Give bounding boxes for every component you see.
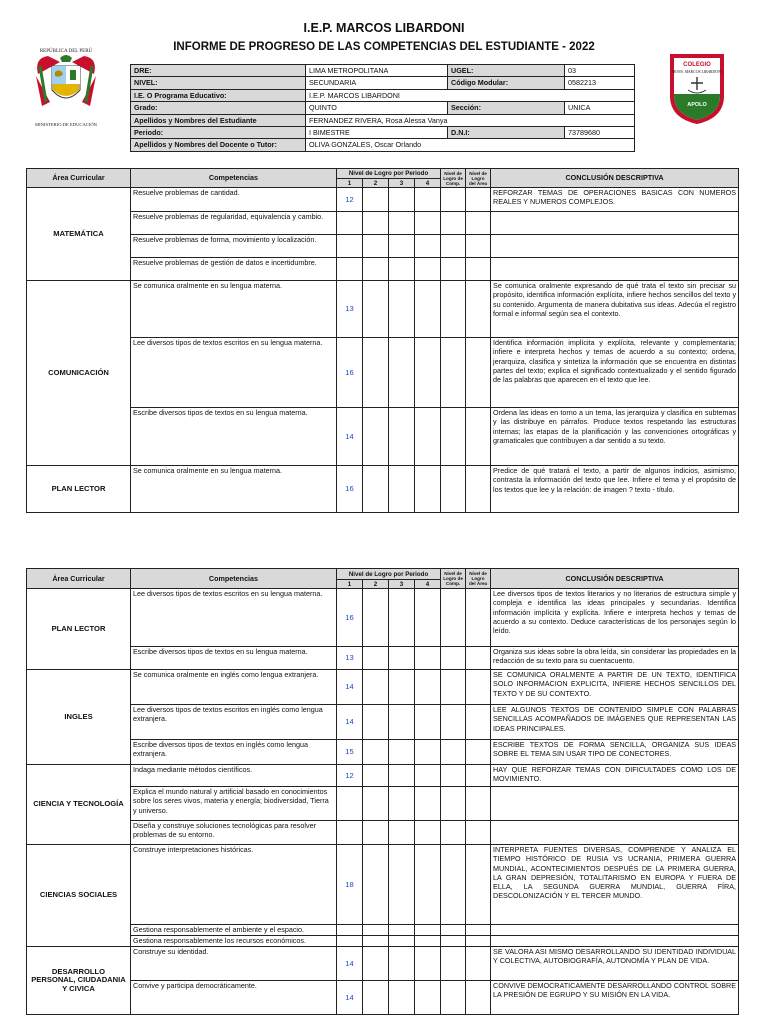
docente-value: OLIVA GONZALES, Oscar Orlando xyxy=(306,139,635,151)
table-row xyxy=(27,947,739,981)
student-info-table xyxy=(130,64,635,152)
dni-value: 73789680 xyxy=(565,126,635,138)
col-period-2: 2 xyxy=(363,580,389,589)
table-row xyxy=(27,281,739,338)
competencia: Se comunica oralmente en su lengua materna. xyxy=(131,281,337,338)
area-matematica: MATEMÁTICA xyxy=(27,188,131,281)
table-row xyxy=(27,925,739,936)
ugel-label: UGEL: xyxy=(448,65,565,77)
competencia: Resuelve problemas de gestión de datos e incertidumbre. xyxy=(131,258,337,281)
conclusion-text: ESCRIBE TEXTOS DE FORMA SENCILLA, ORGANIZA SUS IDEAS SOBRE EL TEMA SIN USAR TIPO DE CONECTORES. xyxy=(491,740,739,765)
dre-label: DRE: xyxy=(131,65,306,77)
competencia: Gestiona responsablemente el ambiente y el espacio. xyxy=(131,925,337,936)
codigo-value: 0582213 xyxy=(565,77,635,89)
table-row xyxy=(27,258,739,281)
competencia: Se comunica oralmente en su lengua materna. xyxy=(131,466,337,513)
col-period-3: 3 xyxy=(389,580,415,589)
competencia: Escribe diversos tipos de textos en inglés como lengua extranjera. xyxy=(131,740,337,765)
area-desarrollo-personal: DESARROLLO PERSONAL, CIUDADANIA Y CIVICA xyxy=(27,947,131,1015)
col-conclusion: CONCLUSIÓN DESCRIPTIVA xyxy=(491,569,739,589)
conclusion-text: Predice de qué tratará el texto, a partir de algunos indicios, asimismo, contrasta la información del texto que lee. Infiere el tema y el propósito de los textos que lee y la relación: de imagen ? texto - título. xyxy=(491,466,739,513)
table-row xyxy=(27,740,739,765)
conclusion-text: SE COMUNICA ORALMENTE A PARTIR DE UN TEXTO, IDENTIFICA SOLO INFORMACION EXPLICITA, INFIERE HECHOS SENCILLOS DEL TEXTO Y DE SU CONTEXTO. xyxy=(491,670,739,705)
conclusion-text: Se comunica oralmente expresando de qué trata el texto sin precisar su propósito, identifica información explícita, infiere hechos sencillos del texto y su contenido. Argumenta de manera dubitativa sus ideas. Adecúa el registro formal e informal según sea el contexto. xyxy=(491,281,739,338)
school-crest-logo xyxy=(666,50,728,126)
report-title: INFORME DE PROGRESO DE LAS COMPETENCIAS DEL ESTUDIANTE - 2022 xyxy=(173,41,595,53)
col-period-4: 4 xyxy=(415,179,441,188)
col-nivel-comp: Nivel de Logro de Comp. xyxy=(441,569,466,589)
conclusion-text: Organiza sus ideas sobre la obra leída, sin considerar las propiedades en la redacción de su texto para su cuentacuento. xyxy=(491,647,739,670)
area-comunicacion: COMUNICACIÓN xyxy=(27,281,131,466)
ugel-value: 03 xyxy=(565,65,635,77)
periodo-label: Periodo: xyxy=(131,126,306,138)
col-conclusion: CONCLUSIÓN DESCRIPTIVA xyxy=(491,169,739,188)
col-area: Área Curricular xyxy=(27,569,131,589)
competencia: Construye interpretaciones históricas. xyxy=(131,845,337,925)
col-period-3: 3 xyxy=(389,179,415,188)
grade-value: 16 xyxy=(337,466,363,513)
competencia: Gestiona responsablemente los recursos económicos. xyxy=(131,936,337,947)
codigo-label: Código Modular: xyxy=(448,77,565,89)
table-row xyxy=(27,936,739,947)
competencia: Convive y participa democráticamente. xyxy=(131,981,337,1015)
competencia: Indaga mediante métodos científicos. xyxy=(131,765,337,787)
grade-value: 15 xyxy=(337,740,363,765)
col-period-2: 2 xyxy=(363,179,389,188)
table-row xyxy=(27,787,739,821)
periodo-value: I BIMESTRE xyxy=(306,126,448,138)
grade-value: 16 xyxy=(337,338,363,408)
competencia: Resuelve problemas de cantidad. xyxy=(131,188,337,212)
col-nivel-area: Nivel de Logro del Área xyxy=(466,569,491,589)
grade-value: 13 xyxy=(337,647,363,670)
table-row xyxy=(27,647,739,670)
col-nivel-comp: Nivel de Logro de Comp. xyxy=(441,169,466,188)
area-ingles: INGLES xyxy=(27,670,131,765)
ie-label: I.E. O Programa Educativo: xyxy=(131,89,306,101)
estudiante-value: FERNANDEZ RIVERA, Rosa Alessa Vanya xyxy=(306,114,635,126)
grade-value: 12 xyxy=(337,765,363,787)
table-row xyxy=(27,338,739,408)
table-row xyxy=(27,235,739,258)
competencia: Lee diversos tipos de textos escritos en inglés como lengua extranjera. xyxy=(131,705,337,740)
dre-value: LIMA METROPOLITANA xyxy=(306,65,448,77)
logo-right-text-3: APOLO xyxy=(687,102,707,108)
grade-value: 12 xyxy=(337,188,363,212)
table-row xyxy=(27,845,739,925)
table-row xyxy=(27,212,739,235)
grade-value: 14 xyxy=(337,981,363,1015)
competencia: Explica el mundo natural y artificial basado en conocimientos sobre los seres vivos, materia y energía; biodiversidad, Tierra y universo. xyxy=(131,787,337,821)
col-competencias: Competencias xyxy=(131,169,337,188)
area-plan-lector: PLAN LECTOR xyxy=(27,466,131,513)
logo-right-text-1: COLEGIO xyxy=(683,62,711,68)
grades-table-2 xyxy=(26,568,739,1015)
competencia: Escribe diversos tipos de textos en su lengua materna. xyxy=(131,408,337,466)
grade-value: 14 xyxy=(337,705,363,740)
conclusion-text: Lee diversos tipos de textos literarios y no literarios de estructura simple y compleja e identifica las ideas principales y secundarias. Identifica información implícita y explícita. Infiere e interpreta hechos y temas de acuerdo a su contexto. Deduce características de los personajes según lo leído. xyxy=(491,589,739,647)
competencia: Diseña y construye soluciones tecnológicas para resolver problemas de su entorno. xyxy=(131,821,337,845)
nivel-value: SECUNDARIA xyxy=(306,77,448,89)
competencia: Escribe diversos tipos de textos en su lengua materna. xyxy=(131,647,337,670)
grades-table-1 xyxy=(26,168,739,513)
competencia: Resuelve problemas de forma, movimiento y localización. xyxy=(131,235,337,258)
grado-label: Grado: xyxy=(131,102,306,114)
ie-value: I.E.P. MARCOS LIBARDONI xyxy=(306,89,635,101)
conclusion-text: Ordena las ideas en torno a un tema, las jerarquiza y clasifica en subtemas y las distribuye en párrafos. Produce textos respetando las estructuras internas; las etapas de la planificación y las convenciones ortográficas y gramaticales que contribuyen a dar sentido a su texto. xyxy=(491,408,739,466)
table-row xyxy=(27,821,739,845)
grade-value: 14 xyxy=(337,408,363,466)
grade-value: 13 xyxy=(337,281,363,338)
docente-label: Apellidos y Nombres del Docente o Tutor: xyxy=(131,139,306,151)
col-period-1: 1 xyxy=(337,580,363,589)
table-row xyxy=(27,670,739,705)
col-competencias: Competencias xyxy=(131,569,337,589)
col-area: Área Curricular xyxy=(27,169,131,188)
dni-label: D.N.I: xyxy=(448,126,565,138)
conclusion-text: HAY QUE REFORZAR TEMAS CON DIFICULTADES COMO LOS DE MOVIMIENTO. xyxy=(491,765,739,787)
competencia: Lee diversos tipos de textos escritos en su lengua materna. xyxy=(131,589,337,647)
col-period-4: 4 xyxy=(415,580,441,589)
table-row xyxy=(27,765,739,787)
seccion-value: UNICA xyxy=(565,102,635,114)
area-ciencias-sociales: CIENCIAS SOCIALES xyxy=(27,845,131,947)
table-row xyxy=(27,981,739,1015)
col-period-1: 1 xyxy=(337,179,363,188)
conclusion-text: Identifica información implícita y explícita, relevante y complementaria; infiere e interpreta hechos y temas de acuerdo a su contexto; ordena, jerarquiza, clasifica y sintetiza la información que se encuentra en distintas partes del texto; explica el significado contextualizado y el sentido figurado de las palabras que aparecen en el texto que lee. xyxy=(491,338,739,408)
conclusion-text: CONVIVE DEMOCRATICAMENTE DESARROLLANDO CONTROL SOBRE LA PRESIÓN DE EGRUPO Y SU MISIÓN EN LA VIDA. xyxy=(491,981,739,1015)
area-plan-lector: PLAN LECTOR xyxy=(27,589,131,670)
col-nivel-periodo: Nivel de Logro por Periodo xyxy=(337,169,441,179)
logo-left-bottom-text: MINISTERIO DE EDUCACIÓN xyxy=(34,122,98,127)
seccion-label: Sección: xyxy=(448,102,565,114)
col-nivel-periodo: Nivel de Logro por Periodo xyxy=(337,569,441,580)
conclusion-text: SE VALORA ASI MISMO DESARROLLANDO SU IDENTIDAD INDIVIDUAL Y COLECTIVA, AUTOBIOGRAFÍA, AUTONOMÍA Y PLAN DE VIDA. xyxy=(491,947,739,981)
grado-value: QUINTO xyxy=(306,102,448,114)
col-nivel-area: Nivel de Logro del Área xyxy=(466,169,491,188)
logo-right-text-2: MONS. MARCOS LIBARDONI xyxy=(671,69,723,74)
table-row xyxy=(27,705,739,740)
conclusion-text: REFORZAR TEMAS DE OPERACIONES BASICAS CON NUMEROS REALES Y NUMEROS COMPLEJOS. xyxy=(491,188,739,212)
competencia: Se comunica oralmente en inglés como lengua extranjera. xyxy=(131,670,337,705)
competencia: Lee diversos tipos de textos escritos en su lengua materna. xyxy=(131,338,337,408)
peru-coat-of-arms-logo xyxy=(30,44,102,136)
estudiante-label: Apellidos y Nombres del Estudiante xyxy=(131,114,306,126)
logo-left-top-text: REPÚBLICA DEL PERÚ xyxy=(39,49,93,54)
nivel-label: NIVEL: xyxy=(131,77,306,89)
grade-value: 16 xyxy=(337,589,363,647)
grade-value: 14 xyxy=(337,947,363,981)
table-row xyxy=(27,466,739,513)
grade-value: 18 xyxy=(337,845,363,925)
table-row xyxy=(27,589,739,647)
competencia: Resuelve problemas de regularidad, equivalencia y cambio. xyxy=(131,212,337,235)
competencia: Construye su identidad. xyxy=(131,947,337,981)
table-row xyxy=(27,408,739,466)
table-row xyxy=(27,188,739,212)
grade-value: 14 xyxy=(337,670,363,705)
school-title: I.E.P. MARCOS LIBARDONI xyxy=(303,21,465,35)
conclusion-text: LEE ALGUNOS TEXTOS DE CONTENIDO SIMPLE CON PALABRAS SENCILLAS ACOMPAÑADOS DE IMÁGENES QUE REPRESENTAN LAS IDEAS PRINCIPALES. xyxy=(491,705,739,740)
area-ciencia-tecnologia: CIENCIA Y TECNOLOGÍA xyxy=(27,765,131,845)
conclusion-text: INTERPRETA FUENTES DIVERSAS, COMPRENDE Y ANALIZA EL TIEMPO HISTÓRICO DE RUSIA VS UCRANIA, PRIMERA GUERRA MUNDIAL, ACONTECIMIENTOS DESPUÉS DE LA PRIMERA GUERRA, LA GRAN DEPRESIÓN, TOTALITARISMO EN EUROPA Y FUERA DE ELLA, LA SEGUNDA GUERRA MUNDIAL, GUERRA FÍRA, DESCOLONIZACIÓN Y EL TERCER MUNDO. xyxy=(491,845,739,925)
